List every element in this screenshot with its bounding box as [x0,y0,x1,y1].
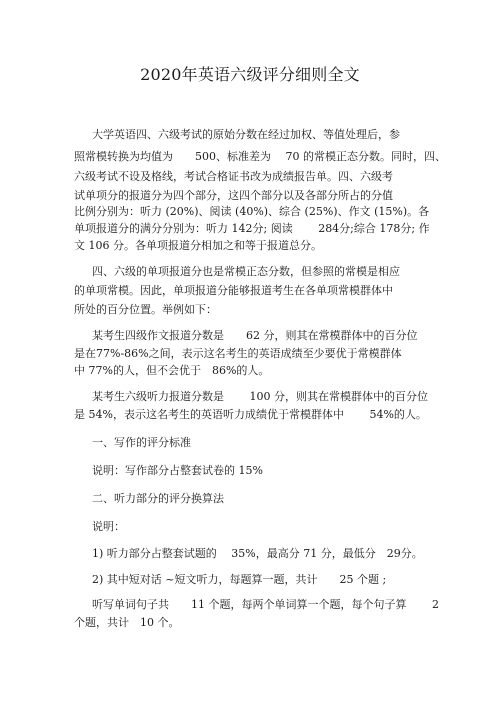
p4-line-1: 某考生六级听力报道分数是 100 分，则其在常模群体中的百分位 [92,390,428,403]
writing-note: 说明：写作部分占整套试卷的 15% [92,464,263,477]
dictation-line-1: 听写单词句子共 11 个题，每两个单词算一个题，每个句子算 2 [92,598,439,611]
p1-line-4: 试单项分的报道分为四个部分，这四个部分以及各部分所占的分值 [74,189,393,202]
p4-line-2: 是 54%，表示这名考生的英语听力成绩优于常模群体中 54%的人。 [74,408,427,421]
p1-line-3: 六级考试不设及格线，考试合格证书改为成绩报告单。四、六级考 [74,170,393,183]
p1-line-1: 大学英语四、六级考试的原始分数在经过加权、等值处理后，参 [92,128,400,141]
section-heading-writing: 一、写作的评分标准 [92,436,191,449]
p3-line-2: 是在77%-86%之间，表示这名考生的英语成绩至少要优于常模群体 [74,347,402,360]
document-title: 2020年英语六级评分细则全文 [140,65,360,84]
p1-line-2: 照常模转换为均值为 500、标准差为 70 的常模正态分数。同时，四、 [74,150,446,163]
p1-line-5: 比例分别为：听力 (20%)、阅读 (40%)、综合 (25%)、作文 (15%)。各 [74,205,430,218]
listening-item-1: 1) 听力部分占整套试题的 35%，最高分 71 分，最低分 29分。 [92,547,423,560]
p3-line-3: 中 77%的人，但不会优于 86%的人。 [74,364,270,377]
listening-item-2: 2) 其中短对话 ~短文听力，每题算一题，共计 25 个题 ; [92,573,387,586]
p1-line-6: 单项报道分的满分分别为：听力 142分; 阅读 284分;综合 178分; 作 [74,222,430,235]
section-heading-listening: 二、听力部分的评分换算法 [92,492,224,505]
p2-line-2: 的单项常模。因此，单项报道分能够报道考生在各单项常模群体中 [74,284,393,297]
p2-line-1: 四、六级的单项报道分也是常模正态分数，但参照的常模是相应 [92,265,400,278]
p2-line-3: 所处的百分位置。举例如下： [74,303,217,316]
dictation-line-2: 个题，共计 10 个。 [74,616,180,629]
p1-line-7: 文 106 分。各单项报道分相加之和等于报道总分。 [74,239,322,252]
listening-note-label: 说明： [92,520,125,533]
p3-line-1: 某考生四级作文报道分数是 62 分，则其在常模群体中的百分位 [92,329,418,342]
